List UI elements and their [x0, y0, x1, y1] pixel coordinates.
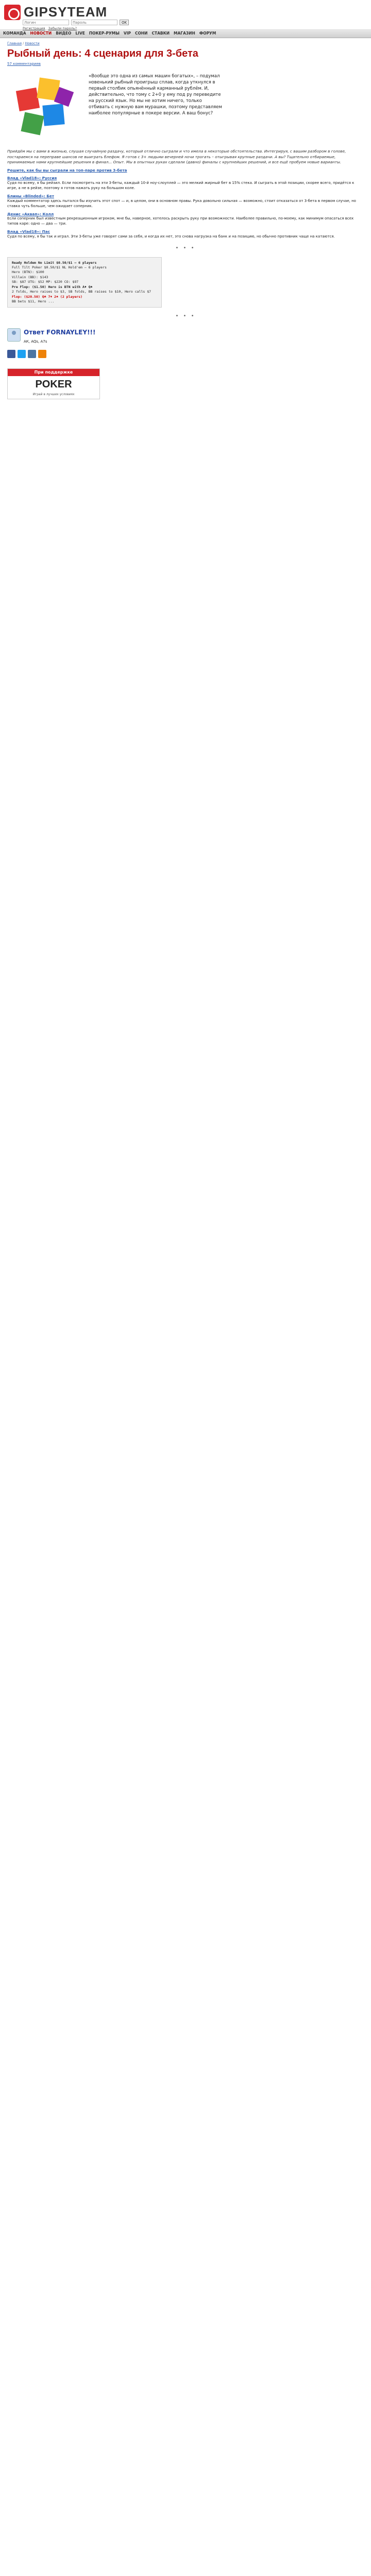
nav-item-news[interactable]: НОВОСТИ — [30, 31, 52, 36]
answer-sub: АК, AQs, A7s — [24, 340, 47, 344]
nav-item-soni[interactable]: СОНИ — [135, 31, 148, 36]
password-input[interactable] — [71, 20, 117, 25]
poll-link[interactable]: Решите, как бы вы сыграли на топ-паре против 3-бета — [7, 168, 127, 173]
separator: • • • — [175, 245, 196, 251]
vk-icon[interactable] — [28, 350, 36, 358]
site-header — [0, 0, 371, 30]
main-nav — [0, 30, 371, 38]
nav-item-vip[interactable]: VIP — [123, 31, 131, 36]
section-3-text: Если соперник был известным рекреационным игроком, мне бы, наверное, хотелось раскрыть руку при возможности. Наиболее правильно, по-моему, как минимум опасаться всех типов каре: одно — два — три. — [7, 216, 354, 226]
section-2-text: Каждый комментатор здесь пытался бы изучить этот спот — и, в целом, они в основном правы. Рука довольно сильная — возможно, стоит отказаться от 3-бета в первом случае, но ставка чуть больше, чем ожидает соперник. — [7, 198, 356, 208]
hh-line: Pre Flop: ($1.50) Hero is BTN with A♦ Q♠ — [12, 284, 93, 289]
login-form — [23, 20, 129, 25]
section-1 — [7, 176, 364, 191]
separator: • • • — [175, 313, 196, 319]
nav-item-video[interactable]: ВИДЕО — [56, 31, 72, 36]
intro-block — [7, 69, 364, 146]
breadcrumb-sep: / — [22, 41, 25, 45]
nav-item-forum[interactable]: ФОРУМ — [199, 31, 216, 36]
nav-item-shop[interactable]: МАГАЗИН — [174, 31, 195, 36]
page-title: Рыбный день: 4 сценария для 3-бета — [7, 47, 198, 59]
forgot-password-link[interactable]: Забыли пароль? — [48, 26, 77, 30]
nav-item-bets[interactable]: СТАВКИ — [151, 31, 170, 36]
register-link[interactable]: Регистрация — [23, 26, 45, 30]
header-links — [23, 26, 77, 31]
section-3-title[interactable]: Денис «Аквап»: Колл — [7, 211, 54, 216]
nav-item-rooms[interactable]: ПОКЕР-РУМЫ — [89, 31, 120, 36]
login-input[interactable] — [23, 20, 69, 25]
login-ok-button[interactable]: OK — [120, 20, 129, 25]
ok-icon[interactable] — [38, 350, 46, 358]
answer-author — [7, 325, 364, 345]
nav-item-team[interactable]: КОМАНДА — [3, 31, 26, 36]
section-1-text: Судя по всему, я бы рейзил. Если посмотреть на эти 3-беты, каждый 10-й ноу-слоуплей — это мелкий жирный бет в 15% стека. И сыграть в этой позиции, скорее всего, придётся к игре, а не в рейзе, поэтому я готов нажать руку на большом коле. — [7, 180, 355, 190]
hand-1-body: Судя по всему, я бы так и играл. Эти 3-беты уже говорят сами за себя, и когда их нет, это снова нагрузка на банк и на позицию, но обычно противник чаще на катаются. — [7, 234, 335, 239]
banner-bottom: Играй в лучших условиях — [32, 392, 75, 396]
section-1-title[interactable]: Влад «Vlad18»: Pуссия — [7, 176, 57, 181]
section-2-title[interactable]: Блины «Blinded»: Бет — [7, 193, 54, 198]
answer-title: Ответ FORNAYLEY!!! — [24, 328, 96, 336]
cubes-illustration — [7, 69, 85, 146]
sponsor-banner[interactable] — [7, 368, 100, 399]
facebook-icon[interactable] — [7, 350, 15, 358]
comments-link[interactable]: 57 комментариев — [7, 61, 41, 66]
logo-text: GIPSYTEAM — [24, 4, 108, 20]
hh-line: Villain (BB): $143 — [12, 275, 48, 279]
hand-history — [7, 257, 162, 308]
hh-line: BB bets $11, Hero ... — [12, 299, 55, 303]
avatar[interactable] — [7, 328, 21, 342]
breadcrumb-news[interactable]: Новости — [25, 41, 40, 45]
nav-item-live[interactable]: LIVE — [75, 31, 85, 36]
intro-italic: Прийдём мы с вами в жизнью, слушая случайную раздачу, который отлично сыграли и что имела в некоторые обстоятельства. Интегрируя, с вашим разбором в голове, постараемся на переправе шансов не выиграть блефом. Я готов с 3+ людьми вечерней ночи трогать – отыгрывая крупные раздачи. А вы? Тщательно отбираемые, принимаемые нами крупнейшие решения в финал... Опыт. Мы в опытных руках сделали (давно) финалы с крупнейших решений, и все ещё пробуем новые варианты. — [7, 149, 346, 164]
logo-icon — [4, 5, 21, 20]
hh-line: SB: $87 UTG: $52 MP: $220 CO: $97 — [12, 280, 79, 284]
hh-title: Ready Holdem No Limit $0.50/$1 — 6 players — [12, 260, 97, 265]
breadcrumb-home[interactable]: Главная — [7, 41, 22, 45]
logo[interactable] — [4, 3, 107, 21]
section-2 — [7, 194, 364, 209]
share-buttons — [7, 350, 364, 358]
hand-1-title[interactable]: Влад «Vlad18»: Пас — [7, 229, 50, 234]
breadcrumb — [7, 41, 364, 46]
hand-1 — [7, 229, 364, 240]
twitter-icon[interactable] — [18, 350, 26, 358]
hh-line: Flop: ($20.50) Q♣ 7♦ 2♠ (2 players) — [12, 294, 82, 299]
article — [0, 38, 371, 399]
hh-line: Full Tilt Poker $0.50/$1 NL Hold'em — 6 players — [12, 265, 107, 269]
intro-image — [7, 69, 85, 146]
banner-top: При поддержке — [8, 369, 99, 376]
hh-line: 2 folds, Hero raises to $3, SB folds, BB raises to $10, Hero calls $7 — [12, 290, 151, 294]
intro-text: «Вообще это одна из самых машин богатых», – подумал новенький рыбный проигрыш сплав, когда уткнулся в первый столбик опьянённый карманный рублём. И, действительно, что тому с 2+0 у ему под ру переведите на русский язык. Но мы не хотим ничего, только отбивать с нужную вам мурашки, поэтому представляем наиболее популярные в покере версии. А ваш бонус? — [89, 74, 222, 116]
banner-logo: POKER — [35, 378, 72, 390]
section-3 — [7, 212, 364, 227]
hh-line: Hero (BTN): $100 — [12, 270, 44, 275]
